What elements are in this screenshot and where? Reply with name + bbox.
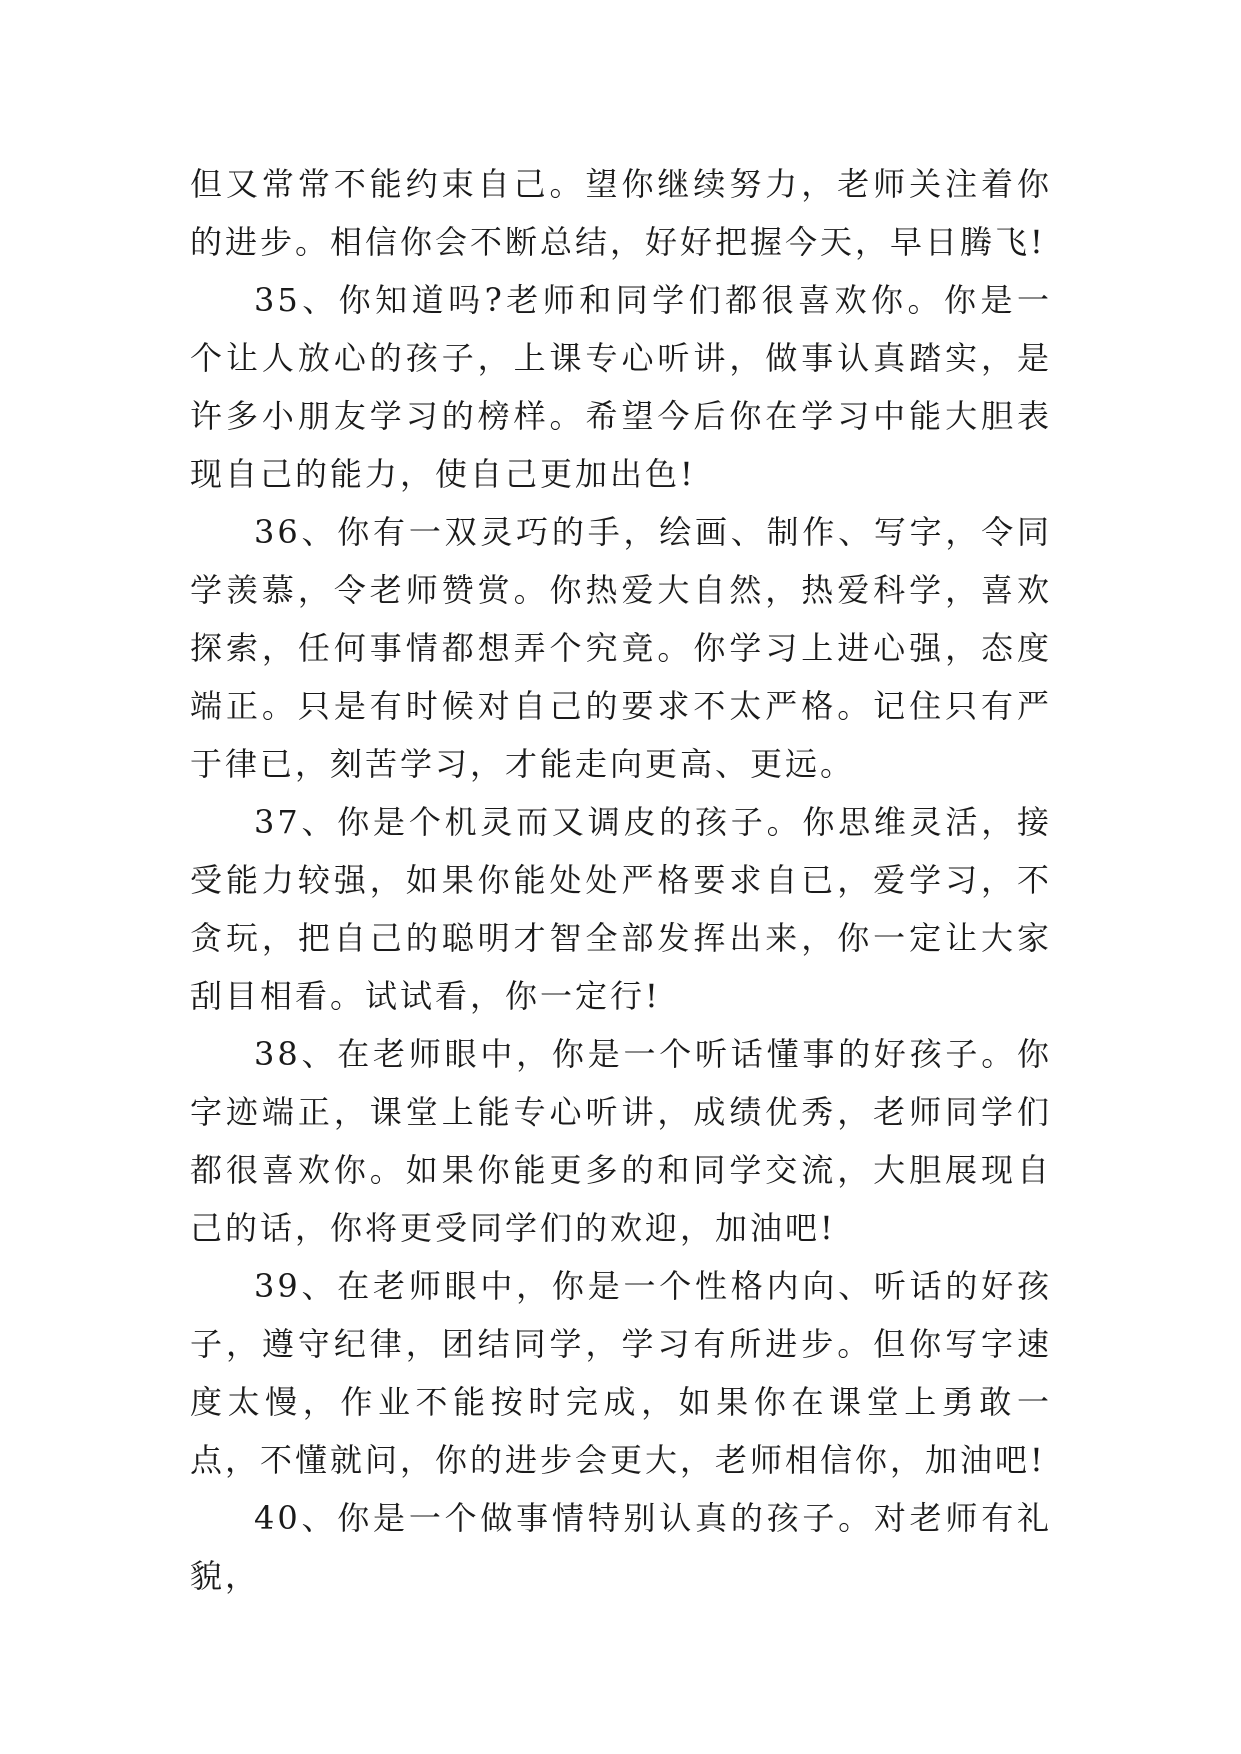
paragraph-continuation: 但又常常不能约束自己。望你继续努力，老师关注着你的进步。相信你会不断总结，好好把握今天，早日腾飞! [190,165,1052,261]
paragraph-35: 35、你知道吗?老师和同学们都很喜欢你。你是一个让人放心的孩子，上课专心听讲，做事认真踏实，是许多小朋友学习的榜样。希望今后你在学习中能大胆表现自己的能力，使自己更加出色! [190,281,1052,493]
paragraph-39: 39、在老师眼中，你是一个性格内向、听话的好孩子，遵守纪律，团结同学，学习有所进步。但你写字速度太慢，作业不能按时完成，如果你在课堂上勇敢一点，不懂就问，你的进步会更大，老师相信你，加油吧! [190,1267,1052,1479]
paragraph-40: 40、你是一个做事情特别认真的孩子。对老师有礼貌， [190,1499,1052,1595]
document-body [190,155,1052,1605]
paragraph-36: 36、你有一双灵巧的手，绘画、制作、写字，令同学羡慕，令老师赞赏。你热爱大自然，热爱科学，喜欢探索，任何事情都想弄个究竟。你学习上进心强，态度端正。只是有时候对自己的要求不太严格。记住只有严于律已，刻苦学习，才能走向更高、更远。 [190,513,1052,783]
paragraph-37: 37、你是个机灵而又调皮的孩子。你思维灵活，接受能力较强，如果你能处处严格要求自已，爱学习，不贪玩，把自己的聪明才智全部发挥出来，你一定让大家刮目相看。试试看，你一定行! [190,803,1052,1015]
paragraph-38: 38、在老师眼中，你是一个听话懂事的好孩子。你字迹端正，课堂上能专心听讲，成绩优秀，老师同学们都很喜欢你。如果你能更多的和同学交流，大胆展现自己的话，你将更受同学们的欢迎，加油吧! [190,1035,1052,1247]
